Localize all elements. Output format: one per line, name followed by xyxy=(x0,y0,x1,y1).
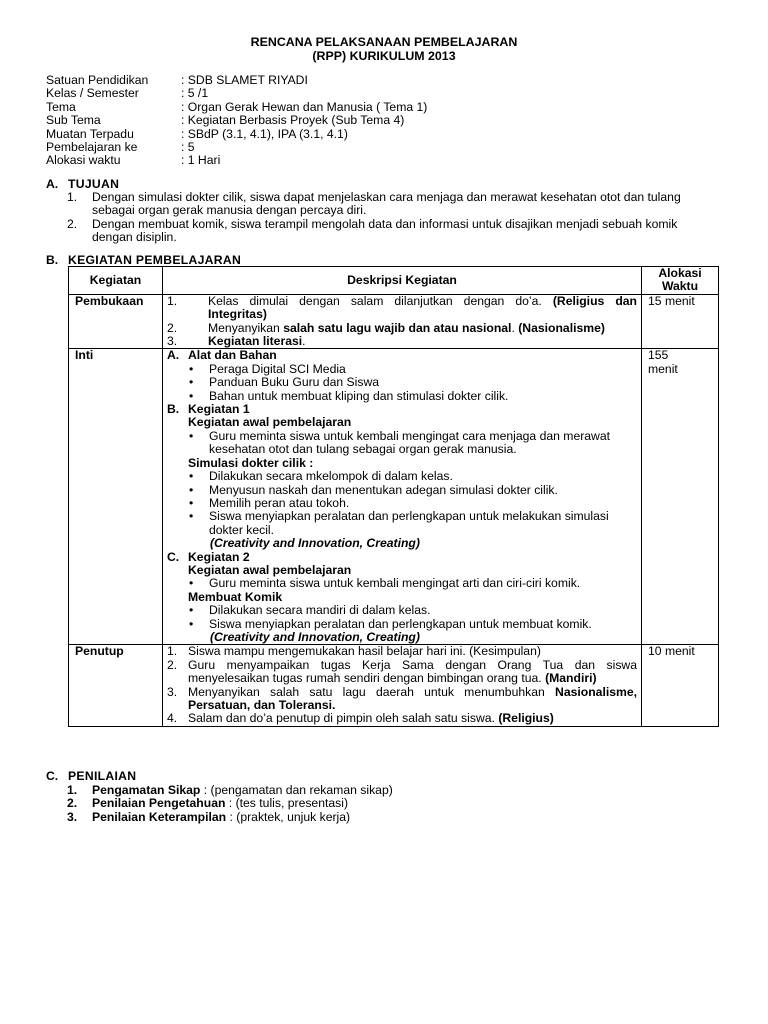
item-text: Kelas dimulai dengan salam dilanjutkan dengan do’a. xyxy=(208,293,553,308)
item-label: Penilaian Pengetahuan xyxy=(92,796,226,811)
item-number: A. xyxy=(167,348,180,363)
section-number: C. xyxy=(46,769,59,783)
item-text: : (praktek, unjuk kerja) xyxy=(226,809,351,824)
header-line: Alokasi xyxy=(658,266,702,280)
penilaian-list xyxy=(67,784,717,824)
deskripsi-cell xyxy=(163,349,642,645)
item-value-tag: Nasionalisme, Persatuan, dan Toleransi. xyxy=(188,684,637,712)
list-item xyxy=(167,659,637,686)
list-item xyxy=(67,811,717,824)
table-row-pembukaan xyxy=(69,294,719,349)
identity-label: Alokasi waktu xyxy=(46,153,121,168)
identity-value: : SBdP (3.1, 4.1), IPA (3.1, 4.1) xyxy=(181,126,348,141)
identity-label: Muatan Terpadu xyxy=(46,126,134,141)
item-number: 3. xyxy=(167,684,178,699)
section-title: KEGIATAN PEMBELAJARAN xyxy=(68,253,242,267)
bullet-item: • Menyusun naskah dan menentukan adegan simulasi dokter cilik. xyxy=(188,484,637,497)
bullet-item: • Siswa menyiapkan peralatan dan perlengkapan untuk melakukan simulasi dokter kecil. xyxy=(188,510,637,537)
item-text: . xyxy=(302,334,306,349)
subsection-title: Alat dan Bahan xyxy=(188,348,277,363)
identity-value: : Kegiatan Berbasis Proyek (Sub Tema 4) xyxy=(181,113,405,128)
item-label: Penilaian Keterampilan xyxy=(92,809,227,824)
kegiatan-cell: Pembukaan xyxy=(69,294,163,349)
identity-label: Sub Tema xyxy=(46,113,101,128)
tujuan-list xyxy=(67,191,717,245)
identity-value: : 1 Hari xyxy=(181,153,221,168)
list-item xyxy=(67,784,717,797)
item-number: B. xyxy=(167,402,180,417)
item-emphasis: salah satu lagu wajib dan atau nasional xyxy=(283,320,512,335)
list-item xyxy=(167,349,637,403)
list-item xyxy=(167,335,637,348)
bullet-item: • Dilakukan secara mandiri di dalam kelas. xyxy=(188,604,637,617)
list-item xyxy=(167,645,637,658)
identity-label: Tema xyxy=(46,99,76,114)
identity-value: : 5 xyxy=(181,139,195,154)
item-number: 1. xyxy=(167,644,178,659)
list-item xyxy=(167,322,637,335)
identity-value: : SDB SLAMET RIYADI xyxy=(181,73,308,87)
list-item xyxy=(167,712,637,725)
item-number: C. xyxy=(167,549,180,564)
section-title: PENILAIAN xyxy=(68,769,137,783)
section-heading-penilaian xyxy=(46,770,136,783)
bullet-item: • Panduan Buku Guru dan Siswa xyxy=(188,376,637,389)
competency-note: (Creativity and Innovation, Creating) xyxy=(210,536,420,551)
list-item xyxy=(167,295,637,322)
item-number: 1. xyxy=(167,293,178,308)
identity-value: : 5 /1 xyxy=(181,86,209,101)
item-number: 1. xyxy=(67,783,78,797)
item-number: 4. xyxy=(167,711,178,726)
item-text: Dengan membuat komik, siswa terampil mengolah data dan informasi untuk disajikan menjadi sebuah komik dengan disiplin. xyxy=(92,216,678,245)
item-text: Salam dan do’a penutup di pimpin oleh salah satu siswa. xyxy=(188,711,499,726)
kegiatan-table xyxy=(68,266,719,727)
bullet-item: • Guru meminta siswa untuk kembali mengingat arti dan ciri-ciri komik. xyxy=(188,577,637,590)
item-number: 2. xyxy=(167,320,178,335)
subsection-subtitle: Membuat Komik xyxy=(188,589,283,604)
item-number: 2. xyxy=(67,796,78,811)
item-value-tag: (Mandiri) xyxy=(545,671,597,686)
bullet-item: • Memilih peran atau tokoh. xyxy=(188,497,637,510)
list-item xyxy=(67,191,717,218)
subsection-title: Kegiatan 1 xyxy=(188,402,250,417)
item-text: Dengan simulasi dokter cilik, siswa dapat menjelaskan cara menjaga dan merawat kesehatan otot dan tulang sebagai organ gerak manusia dengan percaya diri. xyxy=(92,190,681,218)
bullet-item: • Siswa menyiapkan peralatan dan perlengkapan untuk membuat komik. xyxy=(188,618,637,631)
item-text: Menyanyikan xyxy=(208,320,284,335)
item-value-tag: (Religius) xyxy=(498,711,554,726)
subsection-subtitle: Kegiatan awal pembelajaran xyxy=(188,562,352,577)
identity-label: Kelas / Semester xyxy=(46,86,139,101)
item-text: : (tes tulis, presentasi) xyxy=(225,796,349,811)
item-text: Menyanyikan salah satu lagu daerah untuk menumbuhkan xyxy=(188,684,556,699)
bullet-item: • Guru meminta siswa untuk kembali mengingat cara menjaga dan merawat kesehatan otot dan tulang sebagai organ gerak manusia. xyxy=(188,430,637,457)
item-number: 1. xyxy=(67,190,78,204)
item-value-tag: (Nasionalisme) xyxy=(518,320,605,335)
alokasi-cell: 10 menit xyxy=(642,645,719,726)
table-header-row xyxy=(69,267,719,295)
bullet-item: • Bahan untuk membuat kliping dan stimulasi dokter cilik. xyxy=(188,390,637,403)
identity-label: Pembelajaran ke xyxy=(46,139,138,154)
alokasi-cell xyxy=(642,349,719,645)
subsection-subtitle: Simulasi dokter cilik : xyxy=(188,455,314,470)
item-value-tag: (Religius dan Integritas) xyxy=(208,293,637,322)
header-line: Waktu xyxy=(661,279,699,294)
deskripsi-cell xyxy=(163,294,642,349)
alokasi-cell: 15 menit xyxy=(642,294,719,349)
deskripsi-cell xyxy=(163,645,642,726)
identity-value: : Organ Gerak Hewan dan Manusia ( Tema 1) xyxy=(181,99,428,114)
table-row-penutup xyxy=(69,645,719,726)
item-number: 3. xyxy=(167,334,178,349)
column-header-kegiatan: Kegiatan xyxy=(69,267,163,295)
item-text: Guru menyampaikan tugas Kerja Sama dengan Orang Tua dan siswa menyelesaikan tugas rumah sendiri dengan bimbingan orang tua. xyxy=(188,657,637,686)
item-text: : (pengamatan dan rekaman sikap) xyxy=(200,783,393,797)
bullet-item: • Peraga Digital SCI Media xyxy=(188,363,637,376)
list-item xyxy=(167,686,637,713)
table-row-inti xyxy=(69,349,719,645)
list-item xyxy=(167,551,637,645)
column-header-alokasi xyxy=(642,267,719,295)
item-text: . xyxy=(511,320,519,335)
identity-label: Satuan Pendidikan xyxy=(46,73,149,87)
document-title: RENCANA PELAKSANAAN PEMBELAJARAN xyxy=(250,35,518,49)
kegiatan-cell: Inti xyxy=(69,349,163,645)
item-number: 3. xyxy=(67,809,78,824)
list-item xyxy=(67,218,717,245)
item-number: 2. xyxy=(67,216,78,231)
item-label: Pengamatan Sikap xyxy=(92,783,201,797)
competency-note: (Creativity and Innovation, Creating) xyxy=(210,629,420,644)
section-title: TUJUAN xyxy=(68,177,120,191)
section-number: B. xyxy=(46,253,59,267)
item-emphasis: Kegiatan literasi xyxy=(208,334,303,349)
section-number: A. xyxy=(46,177,59,191)
kegiatan-cell: Penutup xyxy=(69,645,163,726)
list-item xyxy=(67,797,717,810)
subsection-title: Kegiatan 2 xyxy=(188,549,250,564)
document-subtitle: (RPP) KURIKULUM 2013 xyxy=(312,49,456,63)
list-item xyxy=(167,403,637,550)
item-number: 2. xyxy=(167,657,178,672)
alokasi-unit: menit xyxy=(648,361,678,376)
subsection-subtitle: Kegiatan awal pembelajaran xyxy=(188,415,352,430)
column-header-deskripsi: Deskripsi Kegiatan xyxy=(163,267,642,295)
item-text: Siswa mampu mengemukakan hasil belajar hari ini. (Kesimpulan) xyxy=(188,644,541,659)
bullet-item: • Dilakukan secara mkelompok di dalam kelas. xyxy=(188,470,637,483)
alokasi-value: 155 xyxy=(648,348,669,363)
